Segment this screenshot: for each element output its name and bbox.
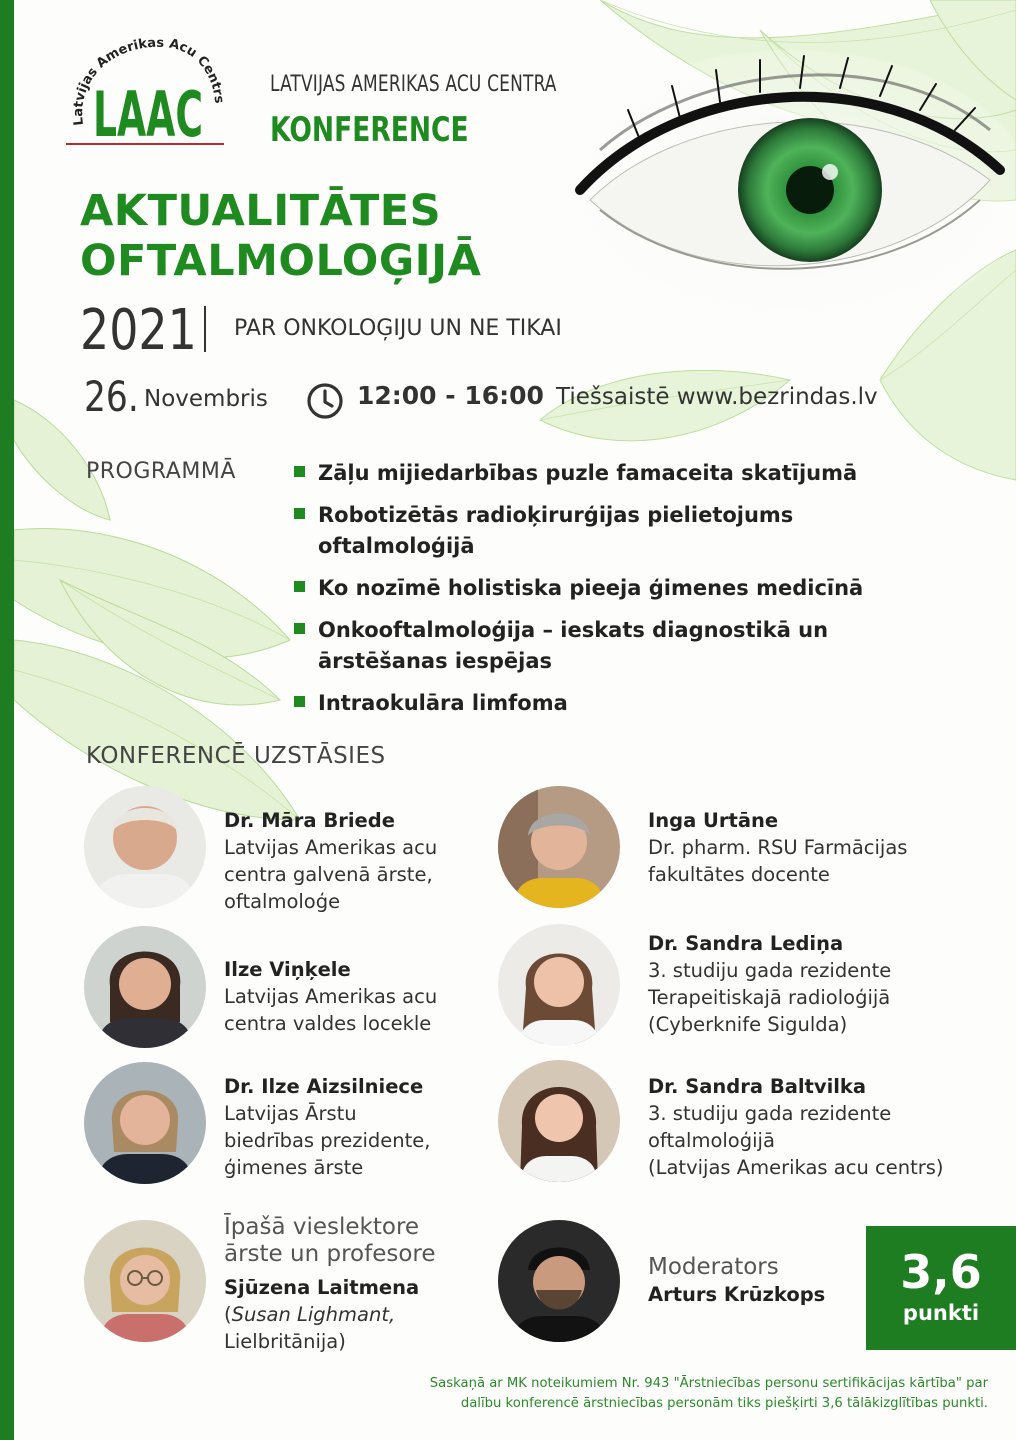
speakers-label: KONFERENCĒ UZSTĀSIES (86, 743, 386, 769)
conference-label: KONFERENCE (270, 110, 469, 150)
program-item: Onkooftalmoloģija – ieskats diagnostikā un ārstēšanas iespējas (294, 615, 894, 677)
bullet-square-icon (294, 696, 305, 707)
program-item: Intraokulāra limfoma (294, 688, 894, 719)
event-day: 26. (84, 372, 139, 421)
clock-icon (305, 381, 345, 421)
org-name: LATVIJAS AMERIKAS ACU CENTRA (270, 72, 557, 97)
program-item: Robotizētās radioķirurģijas pielietojums oftalmoloģijā (294, 500, 894, 562)
speaker-photo-mara-briede (84, 786, 206, 908)
event-time: 12:00 - 16:00 (357, 381, 544, 410)
program-item: Ko nozīmē holistiska pieeja ģimenes medicīnā (294, 573, 894, 604)
speaker-info: Ilze Viņķele Latvijas Amerikas acu centra valdes locekle (224, 958, 438, 1035)
bullet-square-icon (294, 581, 305, 592)
logo-abbr: LAAC (93, 78, 203, 151)
points-label: punkti (902, 1301, 980, 1325)
program-list (294, 458, 894, 730)
program-label: PROGRAMMĀ (86, 459, 236, 484)
speaker-info: Dr. Ilze Aizsilniece Latvijas Ārstu biedrības prezidente, ģimenes ārste (224, 1075, 431, 1179)
speaker-photo-sandra-ledina (498, 924, 620, 1046)
speaker-info: Dr. Sandra Lediņa 3. studiju gada rezidente Terapeitiskajā radioloģijā (Cyberknife Sigulda) (648, 932, 892, 1036)
program-item: Zāļu mijiedarbības puzle famaceita skatījumā (294, 458, 894, 489)
speaker-info: Inga Urtāne Dr. pharm. RSU Farmācijas fakultātes docente (648, 809, 908, 886)
speaker-photo-ilze-vinkele (84, 926, 206, 1048)
year: 2021 (80, 298, 197, 363)
speaker-photo-ilze-aizsilniece (84, 1062, 206, 1184)
guest-speaker-info: Īpašā vieslektore ārste un profesore Sjūzena Laitmena (Susan Lighmant, Lielbritānija) (224, 1214, 436, 1353)
event-month: Novembris (144, 386, 268, 412)
points-badge (866, 1226, 1016, 1350)
eye-illustration (550, 50, 1016, 330)
logo-arc-text: Latvijas Amerikas Acu Centrs (71, 35, 227, 127)
bullet-square-icon (294, 623, 305, 634)
left-green-stripe (0, 0, 14, 1440)
speaker-info: Dr. Māra Briede Latvijas Amerikas acu centra galvenā ārste, oftalmoloģe (224, 809, 438, 913)
bullet-square-icon (294, 508, 305, 519)
subtitle: PAR ONKOLOĢIJU UN NE TIKAI (234, 316, 562, 341)
points-value: 3,6 (900, 1245, 982, 1299)
speaker-photo-susan-lighmant (84, 1220, 206, 1342)
footer-note: Saskaņā ar MK noteikumiem Nr. 943 "Ārstniecības personu sertifikācijas kārtība" par dalību konferencē ārstniecības personām tiks piešķirti 3,6 tālākizglītības punkti. (429, 1376, 988, 1411)
speaker-photo-sandra-baltvilka (498, 1060, 620, 1182)
speaker-info: Dr. Sandra Baltvilka 3. studiju gada rezidente oftalmoloģijā (Latvijas Amerikas acu centrs) (648, 1075, 944, 1179)
laac-logo (62, 34, 232, 152)
title-line-1: AKTUALITĀTES (80, 186, 442, 236)
speaker-photo-inga-urtane (498, 786, 620, 908)
event-online: Tiešsaistē www.bezrindas.lv (556, 384, 878, 410)
bullet-square-icon (294, 466, 305, 477)
year-divider (204, 306, 206, 352)
title-line-2: OFTALMOLOĢIJĀ (80, 236, 482, 286)
moderator-info: Moderators Arturs Krūzkops (648, 1254, 826, 1306)
poster-title (80, 186, 481, 286)
moderator-photo (498, 1220, 620, 1342)
